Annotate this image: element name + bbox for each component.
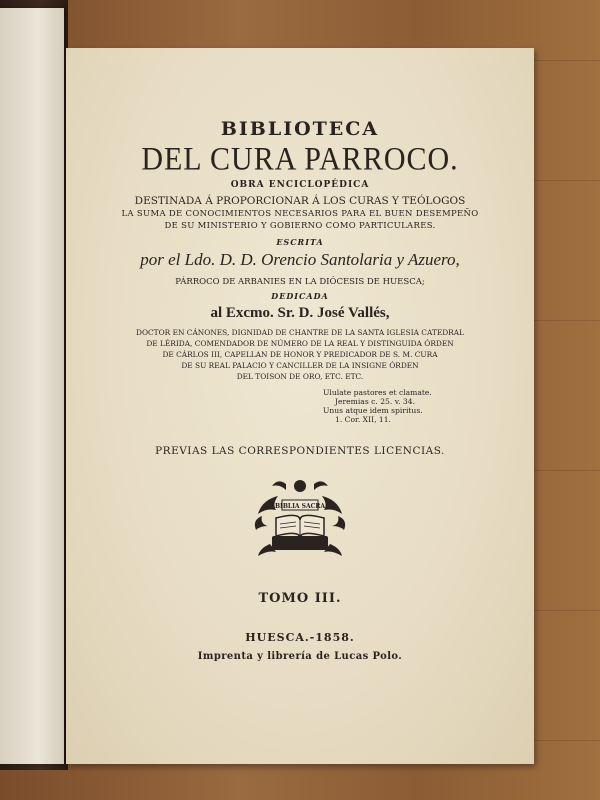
dedicatee-title-line: DEL TOISON DE ORO, ETC. ETC. <box>236 372 364 381</box>
author-role: PÁRROCO DE ARBANIES EN LA DIÓCESIS DE HUESCA; <box>175 277 425 287</box>
emblem-text: BIBLIA SACRA <box>274 503 326 510</box>
printer-emblem-bible-icon <box>250 474 350 562</box>
dedicatee-name: al Excmo. Sr. D. José Vallés, <box>210 305 390 321</box>
printer-line: Imprenta y librería de Lucas Polo. <box>197 651 403 662</box>
epigraph-line: Unus atque idem spiritus. <box>323 406 423 416</box>
place-and-year: HUESCA.-1858. <box>245 631 355 644</box>
dedicatee-title-line: DE LÉRIDA, COMENDADOR DE NÚMERO DE LA REAL Y DISTINGUIDA ÓRDEN <box>146 339 454 348</box>
title-line-2: DEL CURA PARROCO. <box>141 141 459 178</box>
dedicatee-title-line: DE SU REAL PALACIO Y CANCILLER DE LA INSIGNE ÓRDEN <box>181 361 419 370</box>
licenses-line: PREVIAS LAS CORRESPONDIENTES LICENCIAS. <box>155 445 445 457</box>
subtitle: OBRA ENCICLOPÉDICA <box>230 180 370 190</box>
volume-number: TOMO III. <box>258 591 342 606</box>
purpose-line-2: LA SUMA DE CONOCIMIENTOS NECESARIOS PARA EL BUEN DESEMPEÑO <box>121 209 479 219</box>
dedicatee-title-line: DE CÁRLOS III, CAPELLAN DE HONOR Y PREDICADOR DE S. M. CURA <box>162 350 438 359</box>
epigraph <box>323 388 432 424</box>
epigraph-line: Ululate pastores et clamate. <box>323 388 432 397</box>
title-page <box>66 48 534 764</box>
flyleaf-page <box>0 8 64 764</box>
purpose-line-1: DESTINADA Á PROPORCIONAR Á LOS CURAS Y TEÓLOGOS <box>134 195 466 207</box>
written-label: ESCRITA <box>276 237 324 247</box>
dedicatee-title-line: DOCTOR EN CÁNONES, DIGNIDAD DE CHANTRE DE LA SANTA IGLESIA CATEDRAL <box>136 328 464 337</box>
purpose-line-3: DE SU MINISTERIO Y GOBIERNO COMO PARTICULARES. <box>164 221 436 231</box>
epigraph-reference: 1. Cor. XII, 11. <box>335 415 391 425</box>
dedicated-label: DEDICADA <box>271 291 329 301</box>
epigraph-reference: Jeremias c. 25. v. 34. <box>335 397 415 407</box>
title-line-1: BIBLIOTECA <box>220 118 380 140</box>
author-name: por el Ldo. D. D. Orencio Santolaria y Azuero, <box>140 250 460 269</box>
